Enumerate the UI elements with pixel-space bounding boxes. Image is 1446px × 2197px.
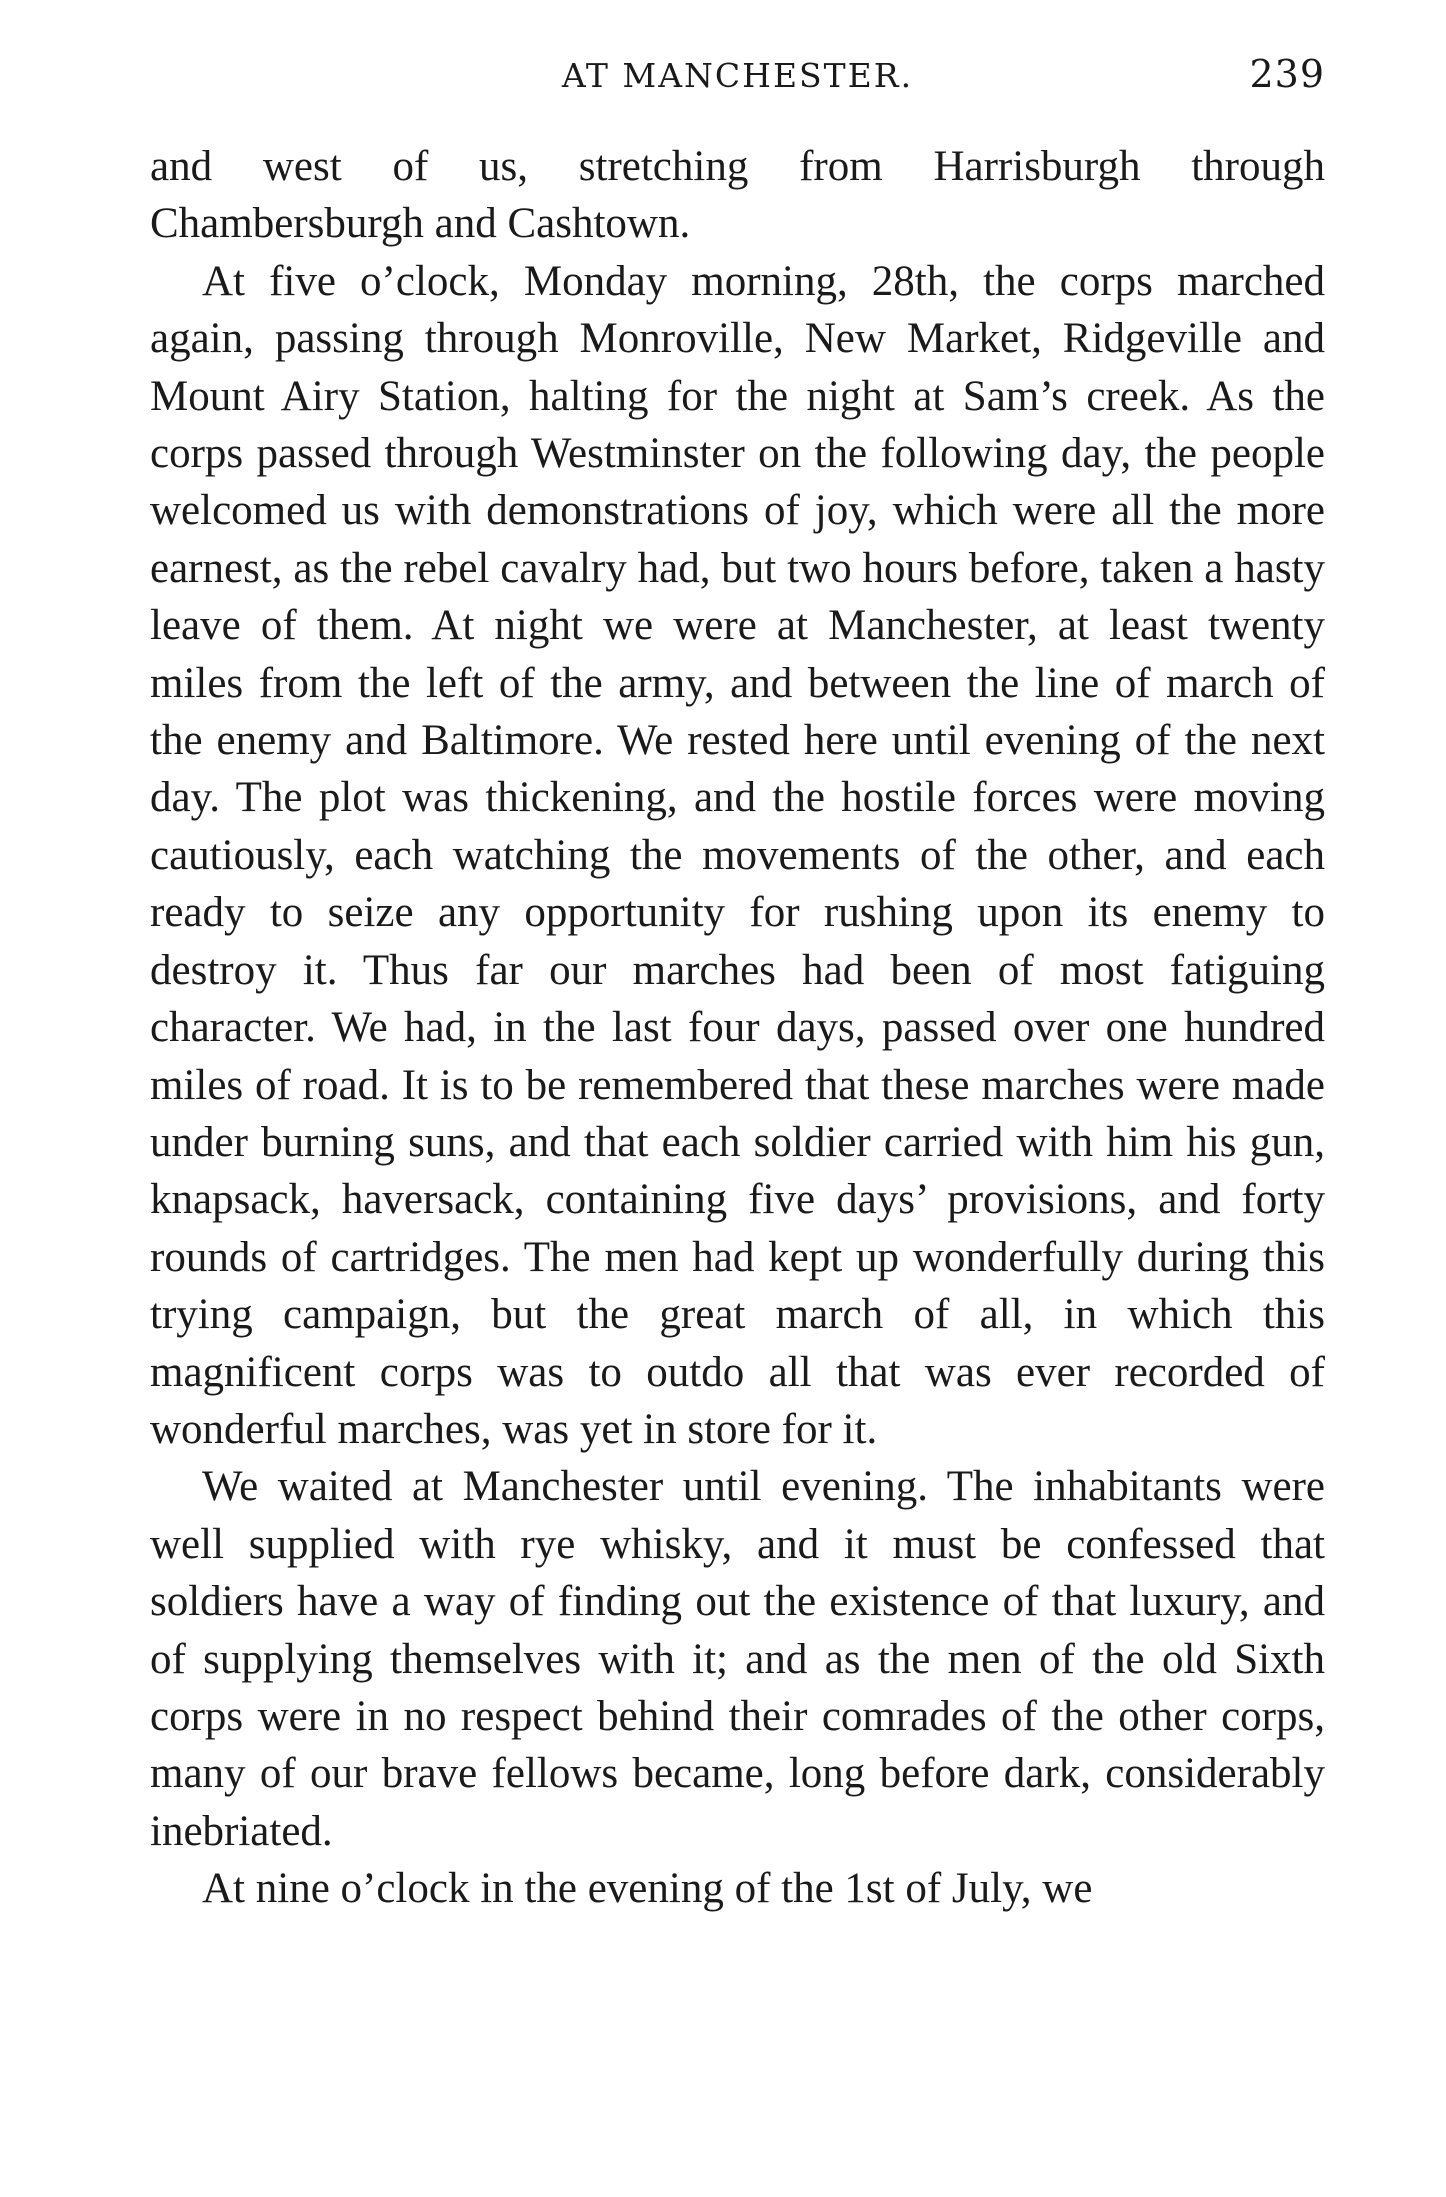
running-title: AT MANCHESTER. <box>561 56 914 95</box>
paragraph-final: At nine o’clock in the evening of the 1st of July, we <box>202 1865 1093 1913</box>
body-text <box>150 138 1325 1918</box>
paragraph-march: At five o’clock, Monday morning, 28th, the corps marched again, passing through Monroville, New Market, Ridgeville and Mount Airy Station, halting for the night at Sam’s creek. As the corps passed through Westminster on the following day, the people welcomed us with demonstrations of joy, which were all the more earnest, as the rebel cavalry had, but two hours before, taken a hasty leave of them. At night we were at Manchester, at least twenty miles from the left of the army, and between the line of march of the enemy and Baltimore. We rested here until evening of the next day. The plot was thickening, and the hostile forces were moving cautiously, each watching the movements of the other, and each ready to seize any opportunity for rushing upon its enemy to destroy it. Thus far our marches had been of most fatiguing character. We had, in the last four days, passed over one hundred miles of road. It is to be remembered that these marches were made under burning suns, and that each soldier carried with him his gun, knapsack, haversack, containing five days’ provisions, and forty rounds of cartridges. The men had kept up wonderfully during this trying campaign, but the great march of all, in which this magnificent corps was to outdo all that was ever recorded of wonderful marches, was yet in store for it. <box>150 257 1325 1453</box>
paragraph-manchester: We waited at Manchester until evening. The inhabitants were well supplied with rye whisky, and it must be confessed that soldiers have a way of finding out the existence of that luxury, and of supplying themselves with it; and as the men of the old Sixth corps were in no respect behind their comrades of the other corps, many of our brave fellows became, long before dark, considerably inebriated. <box>150 1463 1325 1855</box>
paragraph-continuation: and west of us, stretching from Harrisburgh through Chambersburgh and Cashtown. <box>150 143 1325 248</box>
page-number: 239 <box>1249 52 1325 96</box>
running-head <box>150 52 1325 112</box>
